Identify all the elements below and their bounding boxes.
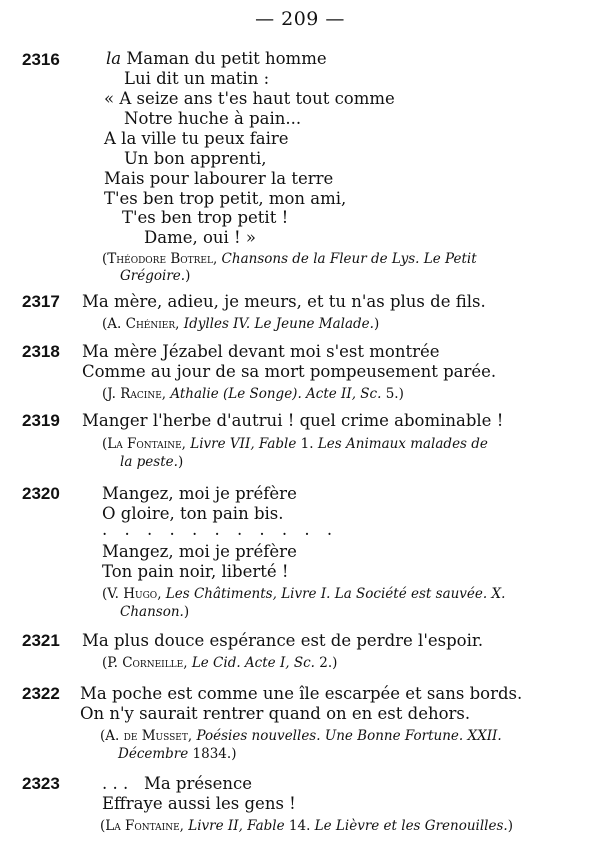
verse-line: Ma mère, adieu, je meurs, et tu n'as plus de fils. xyxy=(82,292,486,311)
verse-line: T'es ben trop petit ! xyxy=(122,208,289,227)
citation: (J. Racine, Athalie (Le Songe). Acte II, Sc. 5.) xyxy=(102,386,404,402)
citation: (V. Hugo, Les Châtiments, Livre I. La Société est sauvée. X. xyxy=(102,586,506,602)
verse-line: Comme au jour de sa mort pompeusement parée. xyxy=(82,362,497,381)
citation: (A. de Musset, Poésies nouvelles. Une Bonne Fortune. XXII. xyxy=(100,728,502,744)
verse-line: A la ville tu peux faire xyxy=(104,129,289,148)
citation: (Théodore Botrel, Chansons de la Fleur de Lys. Le Petit xyxy=(102,251,477,267)
verse-line: « A seize ans t'es haut tout comme xyxy=(104,89,395,108)
ellipsis-line: . . . . . . . . . . . xyxy=(102,520,339,539)
entry-number: 2316 xyxy=(22,50,60,69)
citation: (P. Corneille, Le Cid. Acte I, Sc. 2.) xyxy=(102,655,338,671)
verse-line: Dame, oui ! » xyxy=(144,228,257,247)
citation: (La Fontaine, Livre II, Fable 14. Le Lièvre et les Grenouilles.) xyxy=(100,818,513,834)
entry-number: 2320 xyxy=(22,484,60,503)
verse-line: la Maman du petit homme xyxy=(106,49,327,68)
verse-line: Ma plus douce espérance est de perdre l'espoir. xyxy=(82,631,484,650)
verse-line: Ma mère Jézabel devant moi s'est montrée xyxy=(82,342,440,361)
citation-cont: la peste.) xyxy=(120,454,184,470)
verse-line: O gloire, ton pain bis. xyxy=(102,504,284,523)
entry-number: 2323 xyxy=(22,774,60,793)
page-number: — 209 — xyxy=(255,8,345,30)
citation: (A. Chénier, Idylles IV. Le Jeune Malade.) xyxy=(102,316,380,332)
verse-line: Ma poche est comme une île escarpée et sans bords. xyxy=(80,684,523,703)
verse-line: Mais pour labourer la terre xyxy=(104,169,334,188)
verse-line: Notre huche à pain... xyxy=(124,109,302,128)
citation: (La Fontaine, Livre VII, Fable 1. Les Animaux malades de xyxy=(102,436,488,452)
verse-line: Un bon apprenti, xyxy=(124,149,267,168)
verse-line: Lui dit un matin : xyxy=(124,69,270,88)
entry-number: 2322 xyxy=(22,684,60,703)
verse-line: Mangez, moi je préfère xyxy=(102,542,297,561)
verse-line: On n'y saurait rentrer quand on en est dehors. xyxy=(80,704,471,723)
entry-number: 2319 xyxy=(22,411,60,430)
citation-cont: Grégoire.) xyxy=(120,268,191,284)
citation-cont: Décembre 1834.) xyxy=(118,746,237,762)
verse-line: Effraye aussi les gens ! xyxy=(102,794,296,813)
citation-cont: Chanson.) xyxy=(120,604,190,620)
verse-line: . . . Ma présence xyxy=(102,774,253,793)
verse-line: T'es ben trop petit, mon ami, xyxy=(104,189,347,208)
verse-line: Ton pain noir, liberté ! xyxy=(102,562,289,581)
entry-number: 2321 xyxy=(22,631,60,650)
verse-line: Manger l'herbe d'autrui ! quel crime abominable ! xyxy=(82,411,504,430)
verse-line: Mangez, moi je préfère xyxy=(102,484,297,503)
entry-number: 2317 xyxy=(22,292,60,311)
entry-number: 2318 xyxy=(22,342,60,361)
